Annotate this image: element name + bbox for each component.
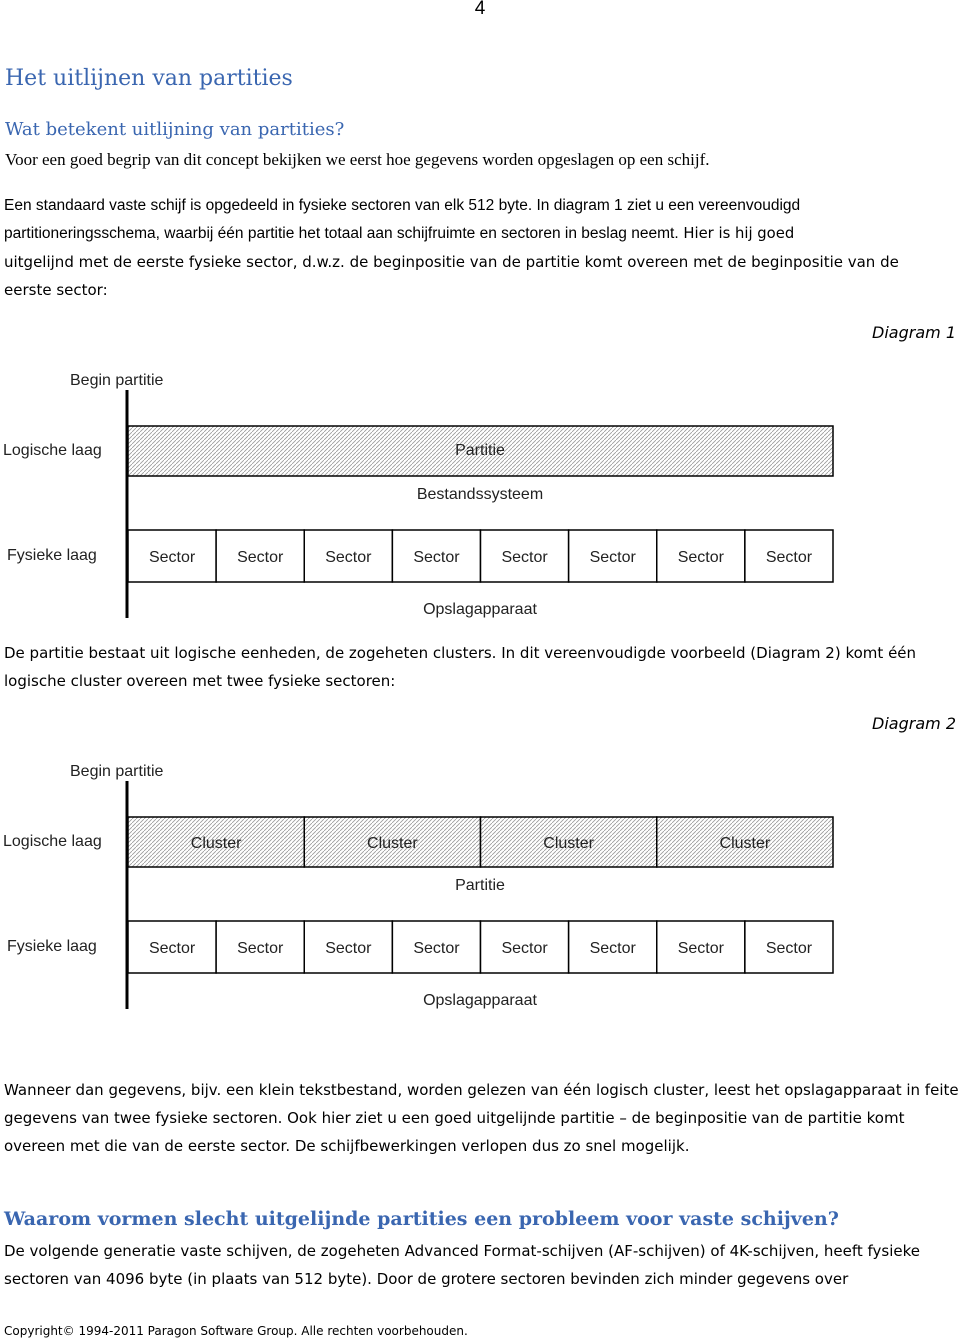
sector-label: Sector	[237, 549, 284, 566]
sector-label: Sector	[325, 940, 372, 957]
partition-label: Partitie	[455, 877, 505, 894]
sector-label: Sector	[413, 549, 460, 566]
sector-label: Sector	[589, 549, 636, 566]
sector-label: Sector	[237, 940, 284, 957]
sector-label: Sector	[501, 549, 548, 566]
diagram-1	[0, 360, 960, 620]
sector-label: Sector	[325, 549, 372, 566]
problem-heading: Waarom vormen slecht uitgelijnde partities een probleem voor vaste schijven?	[4, 1208, 839, 1230]
sub-heading: Wat betekent uitlijning van partities?	[5, 119, 345, 140]
para1-line2-part1: partitioneringsschema, waarbij één partitie het totaal aan schijfruimte en sectoren in beslag neemt.	[4, 225, 679, 242]
diagram-2-caption: Diagram 2	[872, 714, 956, 733]
sector-label: Sector	[148, 940, 196, 957]
paragraph-2: De partitie bestaat uit logische eenheden, de zogeheten clusters. In dit vereenvoudigde voorbeeld (Diagram 2) komt één logische cluster overeen met twee fysieke sectoren:	[4, 644, 917, 690]
sector-label: Sector	[765, 940, 813, 957]
footer-copyright: Copyright© 1994-2011 Paragon Software Group. Alle rechten voorbehouden.	[4, 1324, 468, 1338]
filesystem-label: Bestandssysteem	[416, 486, 544, 503]
paragraph-1-line-3: uitgelijnd met de eerste fysieke sector, d.w.z. de beginpositie van de partitie komt overeen met de beginpositie van de	[4, 253, 899, 271]
diagram-2	[0, 751, 960, 1011]
para1-line1-part1: Een standaard vaste schijf is opgedeeld in fysieke sectoren van elk 512 byte.	[4, 197, 533, 214]
sector-label: Sector	[148, 549, 196, 566]
logical-layer-label: Logische laag	[3, 833, 102, 850]
paragraph-3: Wanneer dan gegevens, bijv. een klein tekstbestand, worden gelezen van één logisch cluster, leest het opslagapparaat in feite gegevens van twee fysieke sectoren. Ook hier ziet u een goed uitgelijnde partitie – de beginpositie van de partitie komt overeen met die van de eerste sector. De schijfbewerkingen verlopen dus zo snel mogelijk.	[4, 1081, 959, 1155]
physical-layer-label: Fysieke laag	[7, 938, 97, 955]
cluster-label: Cluster	[543, 835, 594, 852]
para1-line1-part2: In diagram 1 ziet u een vereenvoudigd	[532, 197, 801, 214]
sector-label: Sector	[413, 940, 460, 957]
para1-line2-part2: Hier is hij goed	[678, 225, 795, 242]
sector-row	[128, 921, 833, 973]
sector-label: Sector	[589, 940, 636, 957]
intro-line: Voor een goed begrip van dit concept bekijken we eerst hoe gegevens worden opgeslagen op een schijf.	[5, 150, 710, 169]
sector-label: Sector	[677, 940, 724, 957]
sector-row	[128, 530, 833, 582]
paragraph-1-line-2	[4, 220, 959, 248]
paragraph-1-line-1	[4, 192, 959, 220]
storage-label: Opslagapparaat	[423, 992, 537, 1009]
diagram-1-caption: Diagram 1	[872, 323, 956, 342]
partition-label: Partitie	[455, 442, 505, 459]
cluster-row	[128, 817, 833, 867]
sector-label: Sector	[677, 549, 724, 566]
cluster-label: Cluster	[719, 835, 771, 852]
sector-label: Sector	[501, 940, 548, 957]
main-heading: Het uitlijnen van partities	[5, 66, 293, 91]
begin-partition-label: Begin partitie	[70, 372, 164, 389]
cluster-label: Cluster	[190, 835, 242, 852]
paragraph-4: De volgende generatie vaste schijven, de zogeheten Advanced Format-schijven (AF-schijven) of 4K-schijven, heeft fysieke sectoren van 4096 byte (in plaats van 512 byte). Door de grotere sectoren bevinden zich minder gegevens over	[4, 1242, 921, 1288]
physical-layer-label: Fysieke laag	[7, 547, 97, 564]
cluster-label: Cluster	[367, 835, 418, 852]
sector-label: Sector	[765, 549, 813, 566]
logical-layer-label: Logische laag	[3, 442, 102, 459]
storage-label: Opslagapparaat	[423, 601, 537, 618]
page-number: 4	[474, 0, 486, 19]
paragraph-1-line-4: eerste sector:	[4, 281, 108, 299]
begin-partition-label: Begin partitie	[70, 763, 164, 780]
